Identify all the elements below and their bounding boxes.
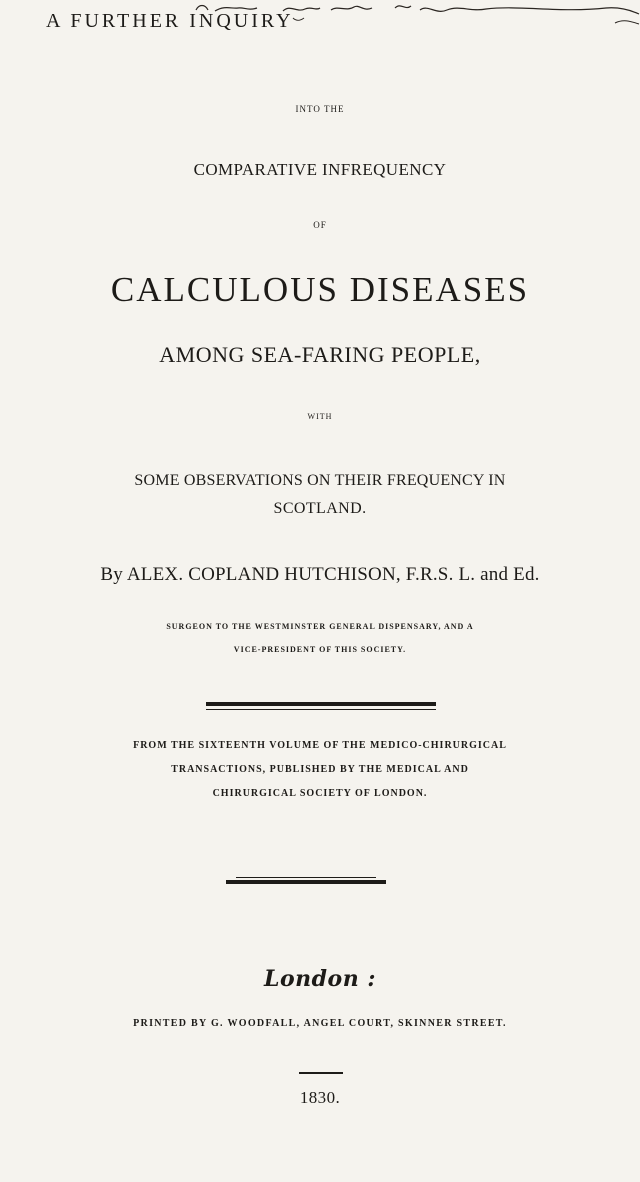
publication-year: 1830.	[299, 1088, 341, 1107]
ornamental-rule-divider	[226, 880, 386, 884]
title-line-into-the: INTO THE	[295, 104, 345, 114]
subtitle-scotland: SCOTLAND.	[273, 500, 367, 517]
source-note-line-3: CHIRURGICAL SOCIETY OF LONDON.	[212, 788, 428, 799]
title-line-of: OF	[313, 220, 327, 230]
title-line-comparative-infrequency: COMPARATIVE INFREQUENCY	[193, 160, 447, 179]
printer-line: PRINTED BY G. WOODFALL, ANGEL COURT, SKINNER STREET.	[133, 1018, 507, 1029]
main-title: CALCULOUS DISEASES	[110, 270, 530, 309]
subtitle-some-observations: SOME OBSERVATIONS ON THEIR FREQUENCY IN	[134, 472, 506, 489]
source-note-line-2: TRANSACTIONS, PUBLISHED BY THE MEDICAL AND	[171, 764, 469, 775]
source-note-line-1: FROM THE SIXTEENTH VOLUME OF THE MEDICO-CHIRURGICAL	[133, 740, 507, 751]
title-line-further-inquiry: A FURTHER INQUIRY	[46, 10, 294, 32]
author-line: By ALEX. COPLAND HUTCHISON, F.R.S. L. and Ed.	[100, 564, 540, 585]
imprint-place: London :	[264, 966, 376, 992]
double-rule-divider	[206, 702, 436, 706]
title-line-with: WITH	[307, 412, 333, 421]
author-description-line-2: VICE-PRESIDENT OF THIS SOCIETY.	[233, 645, 407, 654]
subtitle-among-sea-faring-people: AMONG SEA-FARING PEOPLE,	[159, 342, 481, 367]
author-description-line-1: SURGEON TO THE WESTMINSTER GENERAL DISPENSARY, AND A	[166, 622, 474, 631]
short-rule-divider	[299, 1072, 343, 1074]
